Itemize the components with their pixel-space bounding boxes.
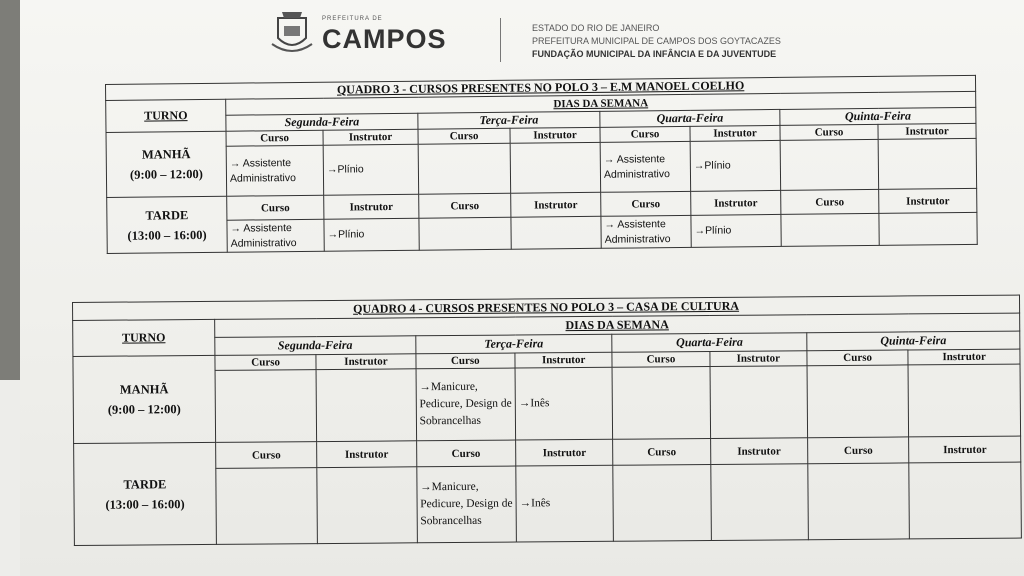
empty-cell xyxy=(510,142,601,193)
col-instrutor: Instrutor xyxy=(515,352,612,368)
tarde-label: TARDE xyxy=(123,476,167,492)
q3-manha-seg-instrutor: →Plínio xyxy=(323,144,419,195)
brand-subtitle: PREFEITURA DE xyxy=(322,16,383,22)
manha-cell xyxy=(73,355,216,443)
manha-label: MANHÃ xyxy=(141,147,191,162)
col-instrutor: Instrutor xyxy=(316,354,415,370)
empty-cell xyxy=(807,365,909,438)
state-line: ESTADO DO RIO DE JANEIRO xyxy=(532,23,660,33)
empty-cell xyxy=(511,216,601,249)
day-quinta: Quinta-Feira xyxy=(807,331,1020,351)
col-curso: Curso xyxy=(418,128,510,144)
col-instrutor: Instrutor xyxy=(323,129,418,145)
manha-time: (9:00 – 12:00) xyxy=(107,402,181,417)
day-quarta: Quarta-Feira xyxy=(600,109,780,127)
col-instrutor: Instrutor xyxy=(690,125,780,141)
col-curso: Curso xyxy=(612,351,709,367)
empty-cell xyxy=(613,464,711,541)
col-curso: Curso xyxy=(227,195,324,220)
q3-tarde-qua-instrutor: →Plínio xyxy=(691,214,781,247)
col-instrutor: Instrutor xyxy=(909,436,1021,463)
brand-logo-text: CAMPOS xyxy=(322,24,447,54)
empty-cell xyxy=(316,369,416,442)
foundation-line: FUNDAÇÃO MUNICIPAL DA INFÂNCIA E DA JUVENTUDE xyxy=(532,49,777,59)
empty-cell xyxy=(908,364,1020,437)
col-curso: Curso xyxy=(781,189,879,214)
day-quinta: Quinta-Feira xyxy=(780,107,976,125)
q3-tarde-qua-curso: → Assistente Administrativo xyxy=(601,215,691,248)
q4-manha-ter-curso: →Manicure, Pedicure, Design de Sobrancelhas xyxy=(416,368,516,441)
q3-tarde-seg-curso: → Assistente Administrativo xyxy=(227,219,324,252)
empty-cell xyxy=(710,464,808,541)
col-instrutor: Instrutor xyxy=(510,127,600,143)
col-curso: Curso xyxy=(613,438,711,465)
col-instrutor: Instrutor xyxy=(710,438,808,465)
tarde-time: (13:00 – 16:00) xyxy=(127,227,207,243)
q4-tarde-ter-instrutor: →Inês xyxy=(516,465,614,542)
col-instrutor: Instrutor xyxy=(908,349,1020,365)
col-instrutor: Instrutor xyxy=(511,192,601,217)
q3-manha-seg-curso: → Assistente Administrativo xyxy=(226,145,324,196)
col-curso: Curso xyxy=(780,124,878,140)
col-instrutor: Instrutor xyxy=(317,441,417,468)
empty-cell xyxy=(878,138,977,189)
tarde-label: TARDE xyxy=(145,207,189,223)
col-curso: Curso xyxy=(416,440,516,467)
tarde-time: (13:00 – 16:00) xyxy=(105,496,185,512)
q4-manha-ter-instrutor: →Inês xyxy=(515,367,613,440)
manha-label: MANHÃ xyxy=(119,382,169,397)
col-curso: Curso xyxy=(601,191,691,216)
col-curso: Curso xyxy=(807,350,908,366)
q4-tarde-ter-curso: →Manicure, Pedicure, Design de Sobrancelhas xyxy=(416,466,516,543)
coat-of-arms-icon xyxy=(270,8,314,58)
manha-time: (9:00 – 12:00) xyxy=(129,166,203,182)
header-divider xyxy=(500,18,501,62)
col-curso: Curso xyxy=(226,130,323,146)
day-segunda: Segunda-Feira xyxy=(215,336,416,356)
col-curso: Curso xyxy=(808,437,910,464)
day-quarta: Quarta-Feira xyxy=(612,333,807,353)
prefecture-line: PREFEITURA MUNICIPAL DE CAMPOS DOS GOYTACAZES xyxy=(532,36,781,46)
empty-cell xyxy=(612,366,710,439)
dias-header: DIAS DA SEMANA xyxy=(215,313,1020,337)
empty-cell xyxy=(317,467,417,544)
empty-cell xyxy=(780,139,879,190)
col-curso: Curso xyxy=(216,442,318,469)
q3-tarde-seg-instrutor: →Plínio xyxy=(324,218,419,251)
empty-cell xyxy=(710,366,808,439)
turno-header: TURNO xyxy=(73,319,215,356)
turno-header: TURNO xyxy=(106,99,226,132)
empty-cell xyxy=(808,463,910,540)
manha-cell xyxy=(106,131,227,197)
letterhead xyxy=(270,6,830,66)
empty-cell xyxy=(879,212,977,245)
quadro-3-table xyxy=(105,75,978,254)
dias-header: DIAS DA SEMANA xyxy=(226,91,976,115)
col-curso: Curso xyxy=(416,353,515,369)
col-curso: Curso xyxy=(600,126,690,142)
day-segunda: Segunda-Feira xyxy=(226,113,418,131)
day-terca: Terça-Feira xyxy=(418,111,600,129)
quadro-4-table xyxy=(72,295,1022,546)
col-instrutor: Instrutor xyxy=(516,439,614,466)
institution-lines xyxy=(532,22,781,61)
empty-cell xyxy=(418,143,511,194)
empty-cell xyxy=(781,213,879,246)
col-instrutor: Instrutor xyxy=(879,188,977,213)
col-instrutor: Instrutor xyxy=(324,194,419,219)
col-instrutor: Instrutor xyxy=(691,190,781,215)
empty-cell xyxy=(909,462,1021,539)
col-curso: Curso xyxy=(419,193,511,218)
col-instrutor: Instrutor xyxy=(710,351,807,367)
q3-manha-qua-curso: → Assistente Administrativo xyxy=(600,141,691,192)
col-instrutor: Instrutor xyxy=(878,123,976,139)
quadro-3-title: QUADRO 3 - CURSOS PRESENTES NO POLO 3 – E.M MANOEL COELHO xyxy=(106,75,976,100)
empty-cell xyxy=(216,468,318,545)
col-curso: Curso xyxy=(215,355,316,371)
quadro-4-title: QUADRO 4 - CURSOS PRESENTES NO POLO 3 – CASA DE CULTURA xyxy=(73,295,1020,320)
day-terca: Terça-Feira xyxy=(415,334,612,354)
empty-cell xyxy=(419,217,511,250)
empty-cell xyxy=(215,370,317,443)
tarde-cell xyxy=(74,442,217,545)
q3-manha-qua-instrutor: →Plínio xyxy=(690,140,781,191)
tarde-cell xyxy=(107,196,228,253)
